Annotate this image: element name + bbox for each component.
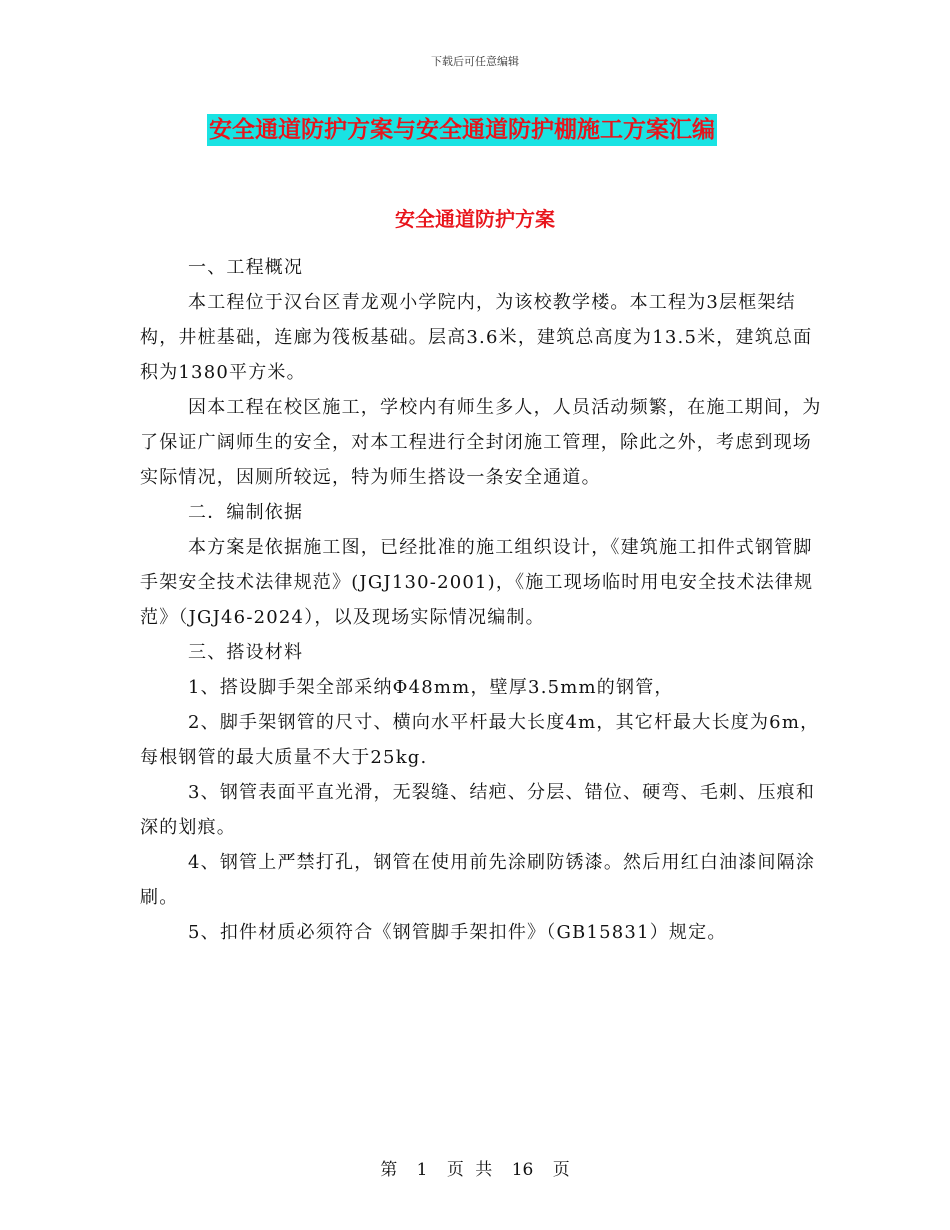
main-title: 安全通道防护方案与安全通道防护棚施工方案汇编 [207, 114, 717, 146]
list-item-material-1: 1、搭设脚手架全部采纳Φ48mm，壁厚3.5mm的钢管， [188, 677, 674, 698]
section-heading-overview: 一、工程概况 [188, 257, 304, 278]
page-footer [0, 1155, 950, 1180]
footer-mid: 页 共 [446, 1160, 493, 1180]
document-body [140, 250, 830, 950]
total-pages: 16 [511, 1160, 534, 1180]
list-item-material-5: 5、扣件材质必须符合《钢管脚手架扣件》（GB15831）规定。 [188, 922, 727, 943]
list-item-material-2: 2、脚手架钢管的尺寸、横向水平杆最大长度4m，其它杆最大长度为6m，每根钢管的最大质量不大于25kg. [140, 712, 820, 768]
top-note: 下载后可任意编辑 [431, 55, 519, 68]
list-item-material-3: 3、钢管表面平直光滑，无裂缝、结疤、分层、错位、硬弯、毛刺、压痕和深的划痕。 [140, 782, 816, 838]
list-item-material-4: 4、钢管上严禁打孔，钢管在使用前先涂刷防锈漆。然后用红白油漆间隔涂刷。 [140, 852, 816, 908]
section-heading-materials: 三、搭设材料 [188, 642, 304, 663]
paragraph-overview-1: 本工程位于汉台区青龙观小学院内，为该校教学楼。本工程为3层框架结构，井桩基础，连廊为筏板基础。层高3.6米，建筑总高度为13.5米，建筑总面积为1380平方米。 [140, 292, 813, 383]
paragraph-overview-2: 因本工程在校区施工，学校内有师生多人，人员活动频繁，在施工期间，为了保证广阔师生的安全，对本工程进行全封闭施工管理，除此之外，考虑到现场实际情况，因厕所较远，特为师生搭设一条安全通道。 [140, 397, 822, 488]
page-number: 1 [416, 1160, 428, 1180]
section-heading-basis: 二．编制依据 [188, 502, 304, 523]
footer-suffix: 页 [552, 1160, 570, 1180]
footer-prefix: 第 [380, 1160, 398, 1180]
paragraph-basis: 本方案是依据施工图，已经批准的施工组织设计，《建筑施工扣件式钢管脚手架安全技术法律规范》(JGJ130-2001)，《施工现场临时用电安全技术法律规范》（JGJ46-2024），以及现场实际情况编制。 [140, 537, 814, 628]
sub-title: 安全通道防护方案 [395, 207, 555, 231]
